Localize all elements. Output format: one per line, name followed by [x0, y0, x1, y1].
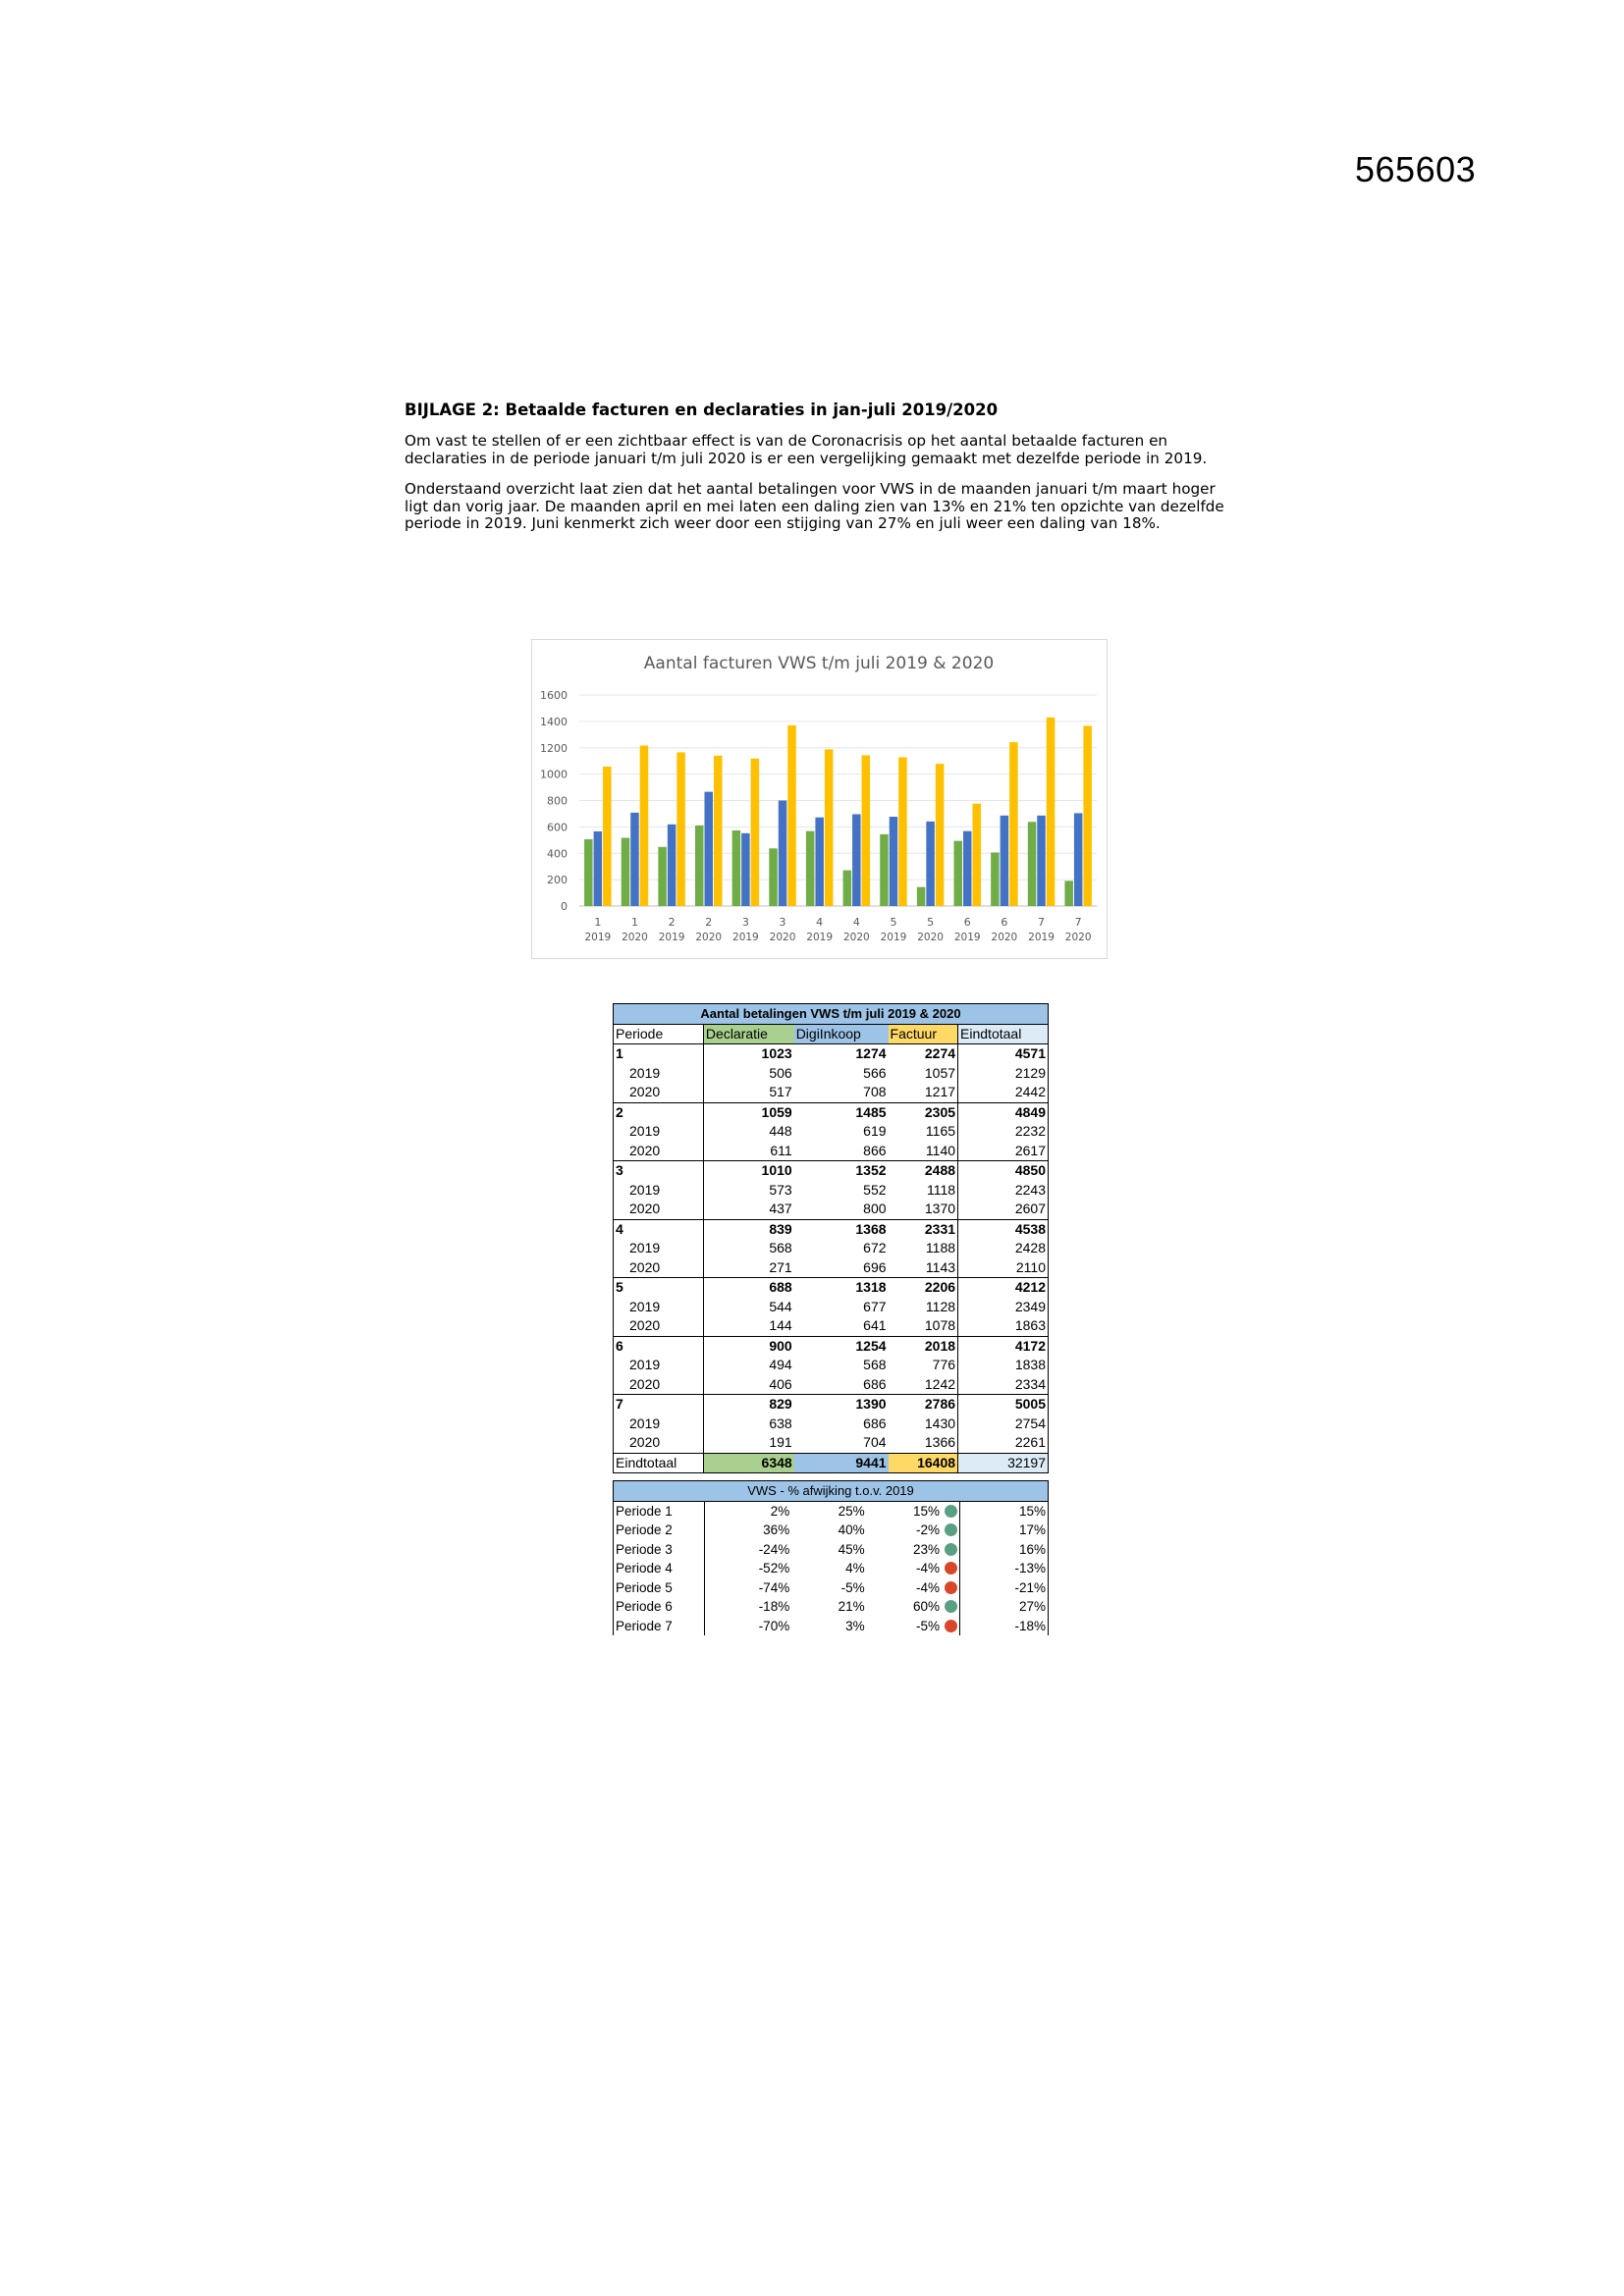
bar-factuur	[1009, 742, 1018, 906]
table-cell: 1366	[924, 1434, 956, 1451]
chart-canvas	[532, 640, 1107, 958]
deviation-period: Periode 7	[614, 1617, 705, 1636]
table-cell: 688	[703, 1278, 793, 1298]
table-total-cell: 32197	[958, 1453, 1049, 1473]
column-header: Factuur	[889, 1024, 958, 1044]
bar-declaratie	[622, 838, 630, 906]
bar-digiinkoop	[779, 801, 787, 907]
table-cell: 611	[770, 1142, 792, 1158]
table-cell: 4212	[958, 1278, 1049, 1298]
table-cell: 271	[769, 1258, 792, 1275]
table-cell: 191	[769, 1434, 792, 1451]
x-tick-period: 7	[1038, 916, 1046, 929]
bar-declaratie	[954, 841, 963, 906]
y-tick-label: 1000	[540, 768, 568, 781]
table-row	[614, 1375, 1049, 1395]
x-tick-year: 2020	[769, 932, 796, 943]
bar-digiinkoop	[852, 814, 861, 906]
deviation-cell: -5%	[916, 1618, 941, 1633]
y-tick-label: 1200	[540, 741, 568, 755]
deviation-period: Periode 2	[614, 1521, 705, 1540]
table-header-row	[614, 1024, 1049, 1044]
x-tick-year: 2020	[842, 932, 870, 943]
status-dot-red-icon	[945, 1562, 957, 1575]
table-cell: 686	[863, 1415, 887, 1431]
deviation-cell: 3%	[845, 1618, 865, 1633]
table-cell: 2020	[614, 1433, 704, 1453]
table-title: Aantal betalingen VWS t/m juli 2019 & 2020	[614, 1004, 1049, 1025]
y-tick-label: 1600	[540, 689, 568, 702]
bar-digiinkoop	[1074, 813, 1083, 906]
status-dot-cell	[942, 1540, 960, 1560]
status-dot-red-icon	[945, 1581, 957, 1594]
payments-table	[613, 1003, 1049, 1473]
column-header: Periode	[614, 1024, 704, 1044]
deviation-cell: -18%	[758, 1599, 790, 1615]
bar-declaratie	[732, 830, 741, 906]
summary-paragraph: Onderstaand overzicht laat zien dat het aantal betalingen voor VWS in de maanden januari t/m maart hoger ligt dan vorig jaar. De maanden april en mei laten een daling zien van 13% en 21% ten opzichte van dezelfde periode in 2019. Juni kenmerkt zich weer door een stijging van 27% en juli weer een daling van 18%.	[405, 480, 1224, 532]
table-cell: 2020	[614, 1083, 704, 1102]
x-tick-year: 2020	[622, 932, 648, 943]
deviation-total: 27%	[960, 1597, 1049, 1617]
x-tick-year: 2019	[1028, 932, 1055, 943]
bar-declaratie	[917, 887, 926, 906]
table-cell: 1078	[924, 1317, 956, 1334]
table-cell: 2019	[614, 1064, 704, 1084]
table-total-cell: 9441	[794, 1453, 889, 1473]
table-cell: 2349	[958, 1298, 1049, 1317]
table-cell: 4571	[958, 1044, 1049, 1064]
x-tick-period: 2	[705, 916, 713, 929]
deviation-cell: 40%	[838, 1522, 865, 1538]
bar-factuur	[862, 755, 871, 906]
deviation-row	[614, 1597, 1049, 1617]
table-cell: 1274	[794, 1044, 889, 1064]
table-cell: 1242	[924, 1375, 956, 1392]
table-cell: 7	[614, 1395, 704, 1415]
bar-digiinkoop	[890, 817, 898, 906]
y-tick-label: 1400	[540, 715, 568, 728]
table-cell: 2488	[889, 1161, 958, 1181]
status-dot-cell	[942, 1559, 960, 1578]
table-cell: 2020	[614, 1375, 704, 1395]
table-cell: 552	[863, 1181, 887, 1198]
table-cell: 800	[863, 1201, 887, 1217]
deviation-total: 15%	[960, 1501, 1049, 1521]
bar-factuur	[751, 759, 760, 906]
table-cell: 672	[863, 1240, 887, 1256]
table-row	[614, 1336, 1049, 1356]
table-row	[614, 1415, 1049, 1434]
table-row	[614, 1161, 1049, 1181]
table-cell: 900	[703, 1336, 793, 1356]
table-cell: 2754	[958, 1415, 1049, 1434]
bar-digiinkoop	[668, 825, 677, 906]
y-tick-label: 800	[547, 794, 568, 808]
x-tick-period: 6	[1001, 916, 1008, 929]
table-cell: 638	[769, 1415, 792, 1431]
bar-factuur	[936, 764, 945, 906]
x-tick-year: 2020	[1064, 932, 1092, 943]
table-cell: 6	[614, 1336, 704, 1356]
table-cell: 1254	[794, 1336, 889, 1356]
table-row	[614, 1316, 1049, 1336]
table-cell: 1059	[703, 1102, 793, 1122]
status-dot-cell	[942, 1597, 960, 1617]
table-cell: 1217	[924, 1084, 956, 1100]
table-cell: 4849	[958, 1102, 1049, 1122]
deviation-cell: 2%	[770, 1503, 790, 1519]
bar-digiinkoop	[963, 831, 972, 906]
bar-digiinkoop	[594, 831, 603, 906]
deviation-cell: -24%	[758, 1541, 790, 1557]
bar-factuur	[714, 756, 723, 906]
deviation-cell: 4%	[845, 1561, 865, 1576]
table-cell: 1838	[958, 1356, 1049, 1375]
table-cell: 1128	[925, 1298, 956, 1314]
table-cell: 2	[614, 1102, 704, 1122]
x-tick-period: 1	[630, 916, 638, 929]
deviation-cell: 25%	[838, 1503, 865, 1519]
table-cell: 1023	[703, 1044, 793, 1064]
table-cell: 1118	[926, 1181, 956, 1198]
status-dot-cell	[942, 1521, 960, 1540]
status-dot-green-icon	[945, 1543, 957, 1556]
table-cell: 2019	[614, 1415, 704, 1434]
table-cell: 677	[863, 1298, 887, 1314]
table-cell: 2019	[614, 1298, 704, 1317]
deviation-period: Periode 4	[614, 1559, 705, 1578]
bar-factuur	[1083, 725, 1092, 906]
y-tick-label: 200	[547, 874, 568, 887]
bar-factuur	[603, 767, 612, 906]
table-cell: 4538	[958, 1219, 1049, 1239]
table-cell: 2019	[614, 1122, 704, 1142]
deviation-cell: -4%	[916, 1579, 941, 1595]
bar-digiinkoop	[926, 822, 935, 906]
y-tick-label: 400	[547, 847, 568, 861]
x-tick-period: 4	[816, 916, 824, 929]
deviation-cell: -52%	[758, 1561, 790, 1576]
table-row	[614, 1200, 1049, 1219]
table-cell: 4850	[958, 1161, 1049, 1181]
table-cell: 2428	[958, 1239, 1049, 1258]
deviation-period: Periode 3	[614, 1540, 705, 1560]
bar-declaratie	[843, 871, 852, 906]
table-cell: 1165	[925, 1123, 956, 1140]
deviation-row	[614, 1617, 1049, 1636]
table-cell: 506	[769, 1064, 792, 1081]
table-cell: 1143	[925, 1258, 956, 1275]
bar-declaratie	[695, 826, 704, 906]
table-total-cell: Eindtotaal	[614, 1453, 704, 1473]
table-cell: 573	[769, 1181, 792, 1198]
table-cell: 829	[703, 1395, 793, 1415]
table-cell: 1	[614, 1044, 704, 1064]
bar-declaratie	[991, 852, 1000, 906]
table-cell: 494	[769, 1357, 792, 1373]
table-row	[614, 1258, 1049, 1278]
bar-digiinkoop	[741, 833, 750, 906]
bar-declaratie	[1064, 881, 1073, 906]
table-cell: 4172	[958, 1336, 1049, 1356]
deviation-total: -13%	[960, 1559, 1049, 1578]
table-cell: 2617	[958, 1142, 1049, 1161]
table-cell: 866	[863, 1142, 887, 1158]
table-cell: 2334	[958, 1375, 1049, 1395]
table-total-cell: 6348	[703, 1453, 793, 1473]
x-tick-period: 5	[890, 916, 897, 929]
status-dot-green-icon	[945, 1600, 957, 1613]
table-cell: 696	[863, 1258, 887, 1275]
table-cell: 2020	[614, 1316, 704, 1336]
deviation-period: Periode 6	[614, 1597, 705, 1617]
table-cell: 2019	[614, 1181, 704, 1201]
table-cell: 2274	[889, 1044, 958, 1064]
table-cell: 5	[614, 1278, 704, 1298]
deviation-cell: 21%	[838, 1599, 865, 1615]
table-cell: 2786	[889, 1395, 958, 1415]
x-tick-period: 1	[594, 916, 602, 929]
table-cell: 1318	[794, 1278, 889, 1298]
x-tick-period: 3	[779, 916, 786, 929]
status-dot-cell	[942, 1501, 960, 1521]
deviation-title: VWS - % afwijking t.o.v. 2019	[614, 1481, 1049, 1502]
status-dot-cell	[942, 1617, 960, 1636]
bar-declaratie	[584, 839, 593, 906]
table-cell: 448	[769, 1123, 792, 1140]
x-tick-year: 2020	[695, 932, 723, 943]
table-cell: 2261	[958, 1433, 1049, 1453]
y-tick-label: 0	[561, 900, 568, 913]
bar-factuur	[677, 752, 685, 906]
table-row	[614, 1356, 1049, 1375]
table-cell: 544	[769, 1298, 792, 1314]
x-tick-year: 2019	[880, 932, 907, 943]
table-row	[614, 1395, 1049, 1415]
table-cell: 566	[863, 1064, 887, 1081]
table-row	[614, 1181, 1049, 1201]
table-row	[614, 1083, 1049, 1102]
bar-declaratie	[1028, 822, 1037, 906]
table-cell: 144	[769, 1317, 792, 1334]
x-tick-period: 4	[852, 916, 860, 929]
x-tick-year: 2019	[806, 932, 834, 943]
table-cell: 641	[863, 1317, 887, 1334]
table-cell: 2129	[958, 1064, 1049, 1084]
table-cell: 1390	[794, 1395, 889, 1415]
bar-digiinkoop	[705, 792, 714, 906]
deviation-cell: -70%	[758, 1618, 790, 1633]
x-tick-period: 3	[741, 916, 749, 929]
intro-paragraph: Om vast te stellen of er een zichtbaar effect is van de Coronacrisis op het aantal betaalde facturen en declaraties in de periode januari t/m juli 2020 is er een vergelijking gemaakt met dezelfde periode in 2019.	[405, 432, 1208, 467]
table-title-row	[614, 1004, 1049, 1025]
table-total-cell: 16408	[889, 1453, 958, 1473]
deviation-cell: 23%	[913, 1541, 941, 1557]
deviation-total: -18%	[960, 1617, 1049, 1636]
deviation-title-row	[614, 1481, 1049, 1502]
table-cell: 4	[614, 1219, 704, 1239]
bar-factuur	[640, 745, 649, 906]
table-cell: 1430	[924, 1415, 956, 1431]
table-cell: 1057	[924, 1064, 956, 1081]
column-header: Declaratie	[703, 1024, 793, 1044]
table-cell: 517	[769, 1084, 792, 1100]
table-cell: 2331	[889, 1219, 958, 1239]
table-cell: 1485	[794, 1102, 889, 1122]
table-row	[614, 1278, 1049, 1298]
table-cell: 2305	[889, 1102, 958, 1122]
deviation-cell: 36%	[763, 1522, 790, 1538]
status-dot-green-icon	[945, 1523, 957, 1536]
document-number: 565603	[1355, 149, 1477, 189]
table-row	[614, 1102, 1049, 1122]
table-cell: 1352	[794, 1161, 889, 1181]
bar-factuur	[787, 725, 796, 906]
deviation-row	[614, 1501, 1049, 1521]
deviation-row	[614, 1578, 1049, 1598]
table-cell: 2442	[958, 1083, 1049, 1102]
bar-factuur	[898, 757, 907, 906]
page-heading: BIJLAGE 2: Betaalde facturen en declaraties in jan-juli 2019/2020	[405, 400, 999, 419]
deviation-total: 17%	[960, 1521, 1049, 1540]
deviation-row	[614, 1540, 1049, 1560]
table-cell: 2232	[958, 1122, 1049, 1142]
bar-declaratie	[806, 831, 815, 906]
table-row	[614, 1239, 1049, 1258]
bar-declaratie	[880, 834, 889, 906]
table-cell: 2607	[958, 1200, 1049, 1219]
x-tick-year: 2019	[732, 932, 759, 943]
table-cell: 704	[863, 1434, 887, 1451]
deviation-total: 16%	[960, 1540, 1049, 1560]
table-cell: 1368	[794, 1219, 889, 1239]
page-content	[405, 400, 1229, 547]
chart-title: Aantal facturen VWS t/m juli 2019 & 2020	[643, 654, 995, 673]
bar-digiinkoop	[815, 818, 824, 906]
x-tick-period: 6	[963, 916, 971, 929]
status-dot-red-icon	[945, 1620, 957, 1632]
table-cell: 619	[863, 1123, 887, 1140]
invoice-chart	[531, 639, 1108, 959]
table-row	[614, 1142, 1049, 1161]
table-cell: 2020	[614, 1142, 704, 1161]
bar-declaratie	[658, 847, 667, 906]
bar-factuur	[973, 804, 982, 906]
table-cell: 568	[863, 1357, 887, 1373]
table-cell: 1370	[924, 1201, 956, 1217]
table-cell: 2206	[889, 1278, 958, 1298]
deviation-table	[613, 1480, 1049, 1635]
table-cell: 708	[863, 1084, 887, 1100]
table-cell: 2019	[614, 1356, 704, 1375]
table-cell: 406	[769, 1375, 792, 1392]
x-tick-year: 2019	[953, 932, 981, 943]
status-dot-green-icon	[945, 1505, 957, 1518]
table-cell: 2018	[889, 1336, 958, 1356]
table-cell: 437	[769, 1201, 792, 1217]
column-header: DigiInkoop	[794, 1024, 889, 1044]
deviation-cell: 15%	[913, 1503, 941, 1519]
deviation-cell: -5%	[840, 1579, 865, 1595]
y-tick-label: 600	[547, 821, 568, 834]
table-cell: 3	[614, 1161, 704, 1181]
table-row	[614, 1122, 1049, 1142]
table-cell: 1010	[703, 1161, 793, 1181]
table-row	[614, 1064, 1049, 1084]
x-tick-year: 2019	[658, 932, 685, 943]
table-row	[614, 1044, 1049, 1064]
deviation-cell: -4%	[916, 1561, 941, 1576]
table-cell: 1140	[925, 1142, 956, 1158]
deviation-cell: 45%	[838, 1541, 865, 1557]
column-header: Eindtotaal	[958, 1024, 1049, 1044]
table-row	[614, 1219, 1049, 1239]
table-row	[614, 1433, 1049, 1453]
bar-digiinkoop	[630, 813, 639, 906]
table-total-row	[614, 1453, 1049, 1473]
deviation-cell: 60%	[913, 1599, 941, 1615]
bar-factuur	[825, 749, 834, 906]
x-tick-year: 2020	[917, 932, 944, 943]
x-tick-period: 2	[668, 916, 676, 929]
table-cell: 839	[703, 1219, 793, 1239]
table-cell: 686	[863, 1375, 887, 1392]
table-row	[614, 1298, 1049, 1317]
x-tick-year: 2019	[584, 932, 612, 943]
table-cell: 1863	[958, 1316, 1049, 1336]
deviation-row	[614, 1521, 1049, 1540]
table-cell: 2020	[614, 1200, 704, 1219]
table-cell: 776	[932, 1357, 956, 1373]
bar-factuur	[1047, 718, 1056, 906]
x-tick-period: 5	[927, 916, 935, 929]
bar-declaratie	[769, 848, 778, 906]
deviation-cell: -2%	[916, 1522, 941, 1538]
table-cell: 2020	[614, 1258, 704, 1278]
table-cell: 2110	[958, 1258, 1049, 1278]
x-tick-period: 7	[1074, 916, 1082, 929]
table-cell: 5005	[958, 1395, 1049, 1415]
table-cell: 568	[769, 1240, 792, 1256]
deviation-period: Periode 1	[614, 1501, 705, 1521]
table-cell: 2243	[958, 1181, 1049, 1201]
bar-digiinkoop	[1037, 816, 1046, 906]
deviation-total: -21%	[960, 1578, 1049, 1598]
bar-digiinkoop	[1001, 816, 1009, 906]
deviation-row	[614, 1559, 1049, 1578]
x-tick-year: 2020	[991, 932, 1018, 943]
table-cell: 1188	[925, 1240, 956, 1256]
table-cell: 2019	[614, 1239, 704, 1258]
deviation-cell: -74%	[758, 1579, 790, 1595]
status-dot-cell	[942, 1578, 960, 1598]
deviation-period: Periode 5	[614, 1578, 705, 1598]
